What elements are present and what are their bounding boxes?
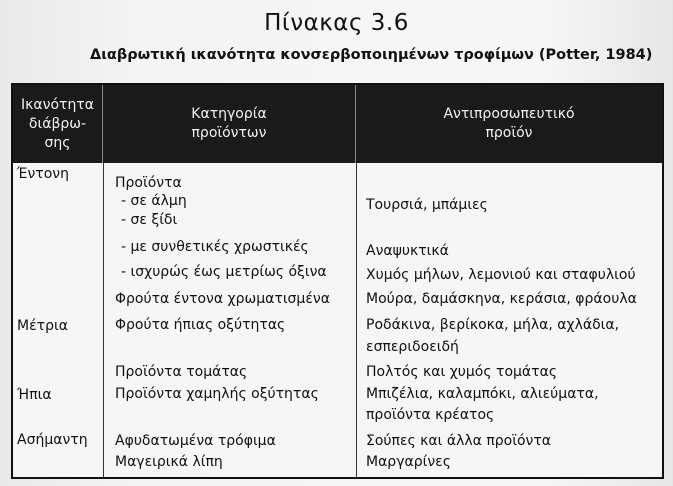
level-mild: Ήπια	[17, 387, 52, 403]
product-item: εσπεριδοειδή	[366, 339, 459, 355]
product-item: Χυμός μήλων, λεμονιού και σταφυλιού	[366, 267, 636, 283]
product-item: Ροδάκινα, βερίκοκα, μήλα, αχλάδια,	[366, 317, 620, 333]
product-item: Μπιζέλια, καλαμπόκι, αλιεύματα,	[366, 386, 599, 402]
header-product-category: Κατηγορία προϊόντων	[103, 85, 356, 163]
category-item: Αφυδατωμένα τρόφιμα	[115, 433, 276, 449]
product-item: Σούπες και άλλα προϊόντα	[366, 433, 551, 449]
header-representative-product: Αντιπροσωπευτικό προϊόν	[443, 106, 575, 141]
table-title: Πίνακας 3.6	[264, 10, 409, 36]
table-header	[13, 85, 662, 163]
category-item: - σε άλμη	[121, 193, 187, 209]
table-subtitle: Διαβρωτική ικανότητα κονσερβοποιημένων τροφίμων (Potter, 1984)	[90, 47, 653, 63]
category-item: Φρούτα ήπιας οξύτητας	[115, 317, 286, 333]
category-item: Προϊόντα τομάτας	[115, 364, 248, 380]
product-item: Πολτός και χυμός τομάτας	[366, 364, 558, 380]
category-item: Φρούτα έντονα χρωματισμένα	[115, 291, 330, 307]
category-item: - με συνθετικές χρωστικές	[121, 239, 309, 255]
level-intense: Έντονη	[17, 166, 69, 182]
column-divider	[356, 163, 357, 477]
header-corrosivity: Ικανότητα διάβρω- σης	[13, 85, 103, 163]
product-item: Τουρσιά, μπάμιες	[366, 197, 488, 213]
product-item: Αναψυκτικά	[366, 243, 449, 259]
corrosion-table	[11, 83, 664, 479]
category-item: - σε ξίδι	[121, 212, 178, 228]
level-negligible: Ασήμαντη	[17, 432, 88, 448]
product-item: Μούρα, δαμάσκηνα, κεράσια, φράουλα	[366, 291, 637, 307]
product-item: προϊόντα κρέατος	[366, 407, 495, 423]
level-moderate: Μέτρια	[17, 318, 68, 334]
category-item: - ισχυρώς έως μετρίως όξινα	[121, 264, 327, 280]
product-item: Μαργαρίνες	[366, 454, 451, 470]
category-item: Προϊόντα χαμηλής οξύτητας	[115, 386, 319, 402]
column-divider	[103, 163, 104, 477]
category-item: Προϊόντα	[115, 175, 182, 191]
category-item: Μαγειρικά λίπη	[115, 454, 223, 470]
